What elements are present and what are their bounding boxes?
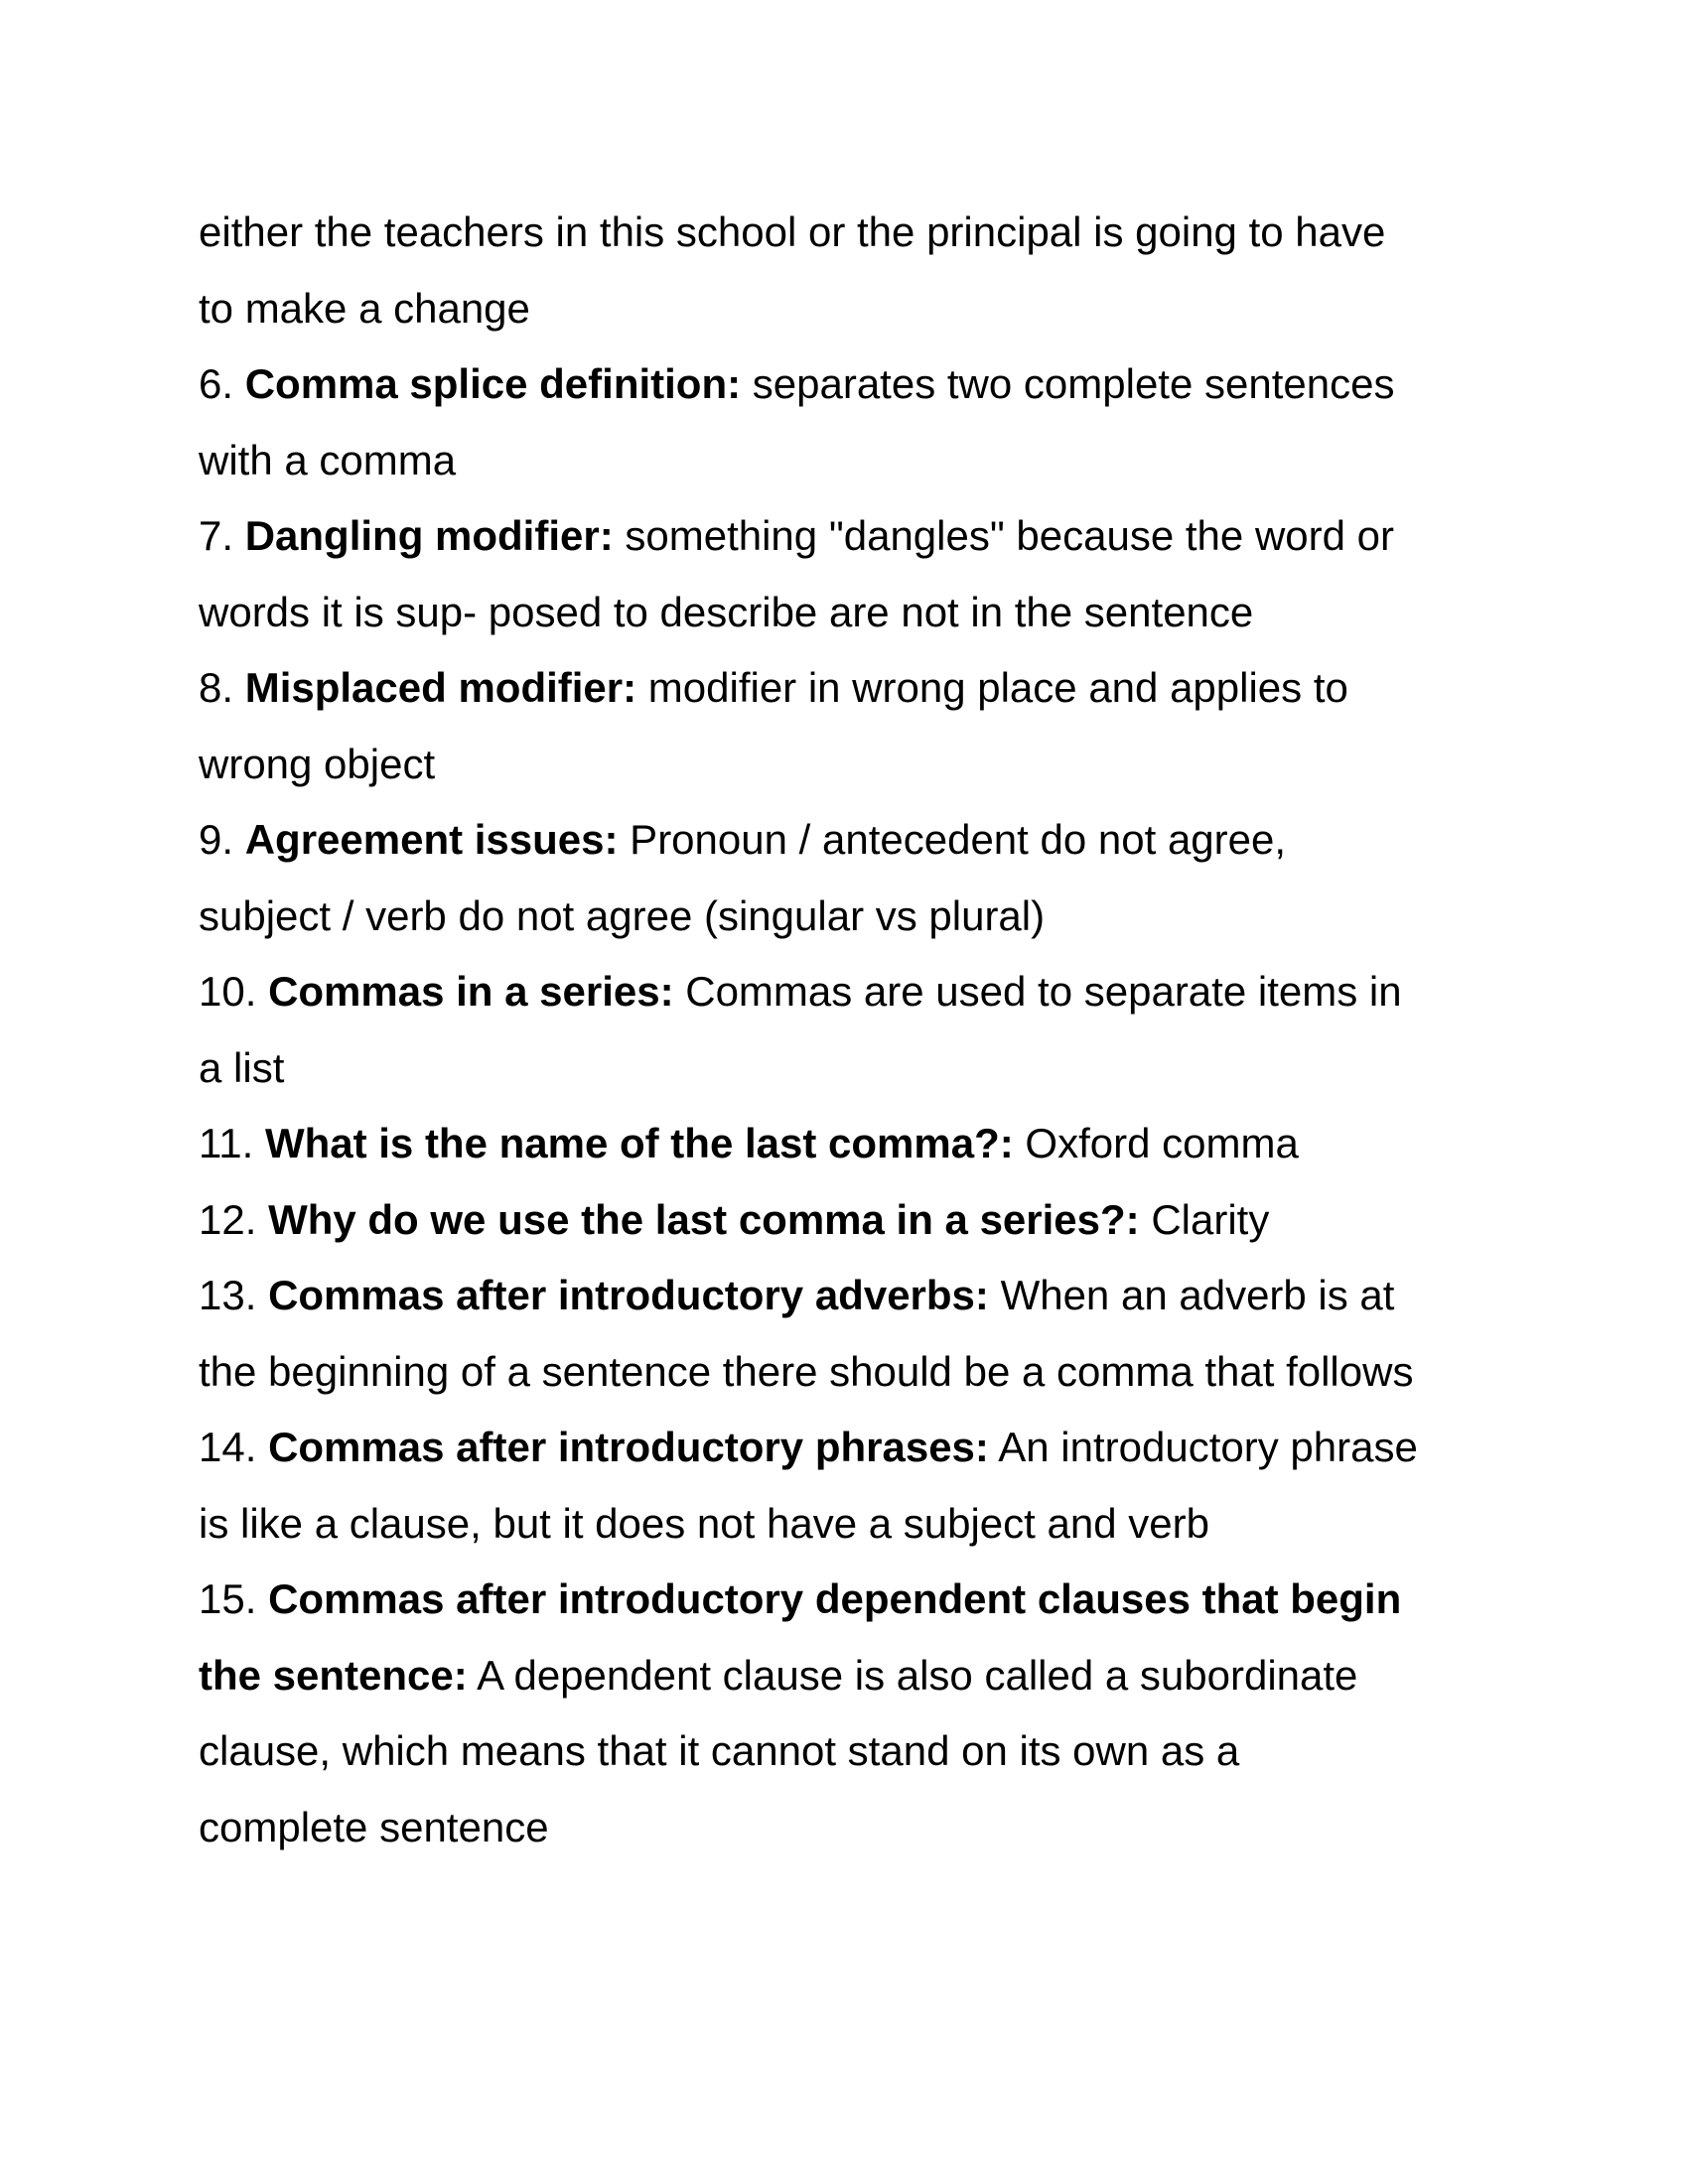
item-number: 11. xyxy=(199,1120,265,1166)
definition-text: with a comma xyxy=(199,436,457,483)
term-label: Why do we use the last comma in a series?: xyxy=(268,1195,1140,1243)
definition-text: something "dangles" because the word or xyxy=(613,512,1394,559)
text-line-3 xyxy=(199,346,1509,423)
text-line-11 xyxy=(199,954,1509,1030)
item-number: 9. xyxy=(199,816,245,863)
term-label: Misplaced modifier: xyxy=(244,664,637,711)
definition-text: When an adverb is at xyxy=(988,1272,1395,1318)
definition-text: separates two complete sentences xyxy=(741,360,1395,407)
term-label: Comma splice definition: xyxy=(244,360,742,407)
item-number: 15. xyxy=(199,1575,269,1622)
text-line-6 xyxy=(199,575,1509,651)
definition-text: An introductory phrase xyxy=(988,1424,1418,1470)
text-line-14 xyxy=(199,1182,1509,1259)
text-line-18 xyxy=(199,1486,1509,1563)
definition-text: complete sentence xyxy=(199,1803,549,1850)
text-line-22 xyxy=(199,1790,1509,1866)
item-number: 6. xyxy=(199,360,245,407)
text-line-7 xyxy=(199,650,1509,727)
item-number: 10. xyxy=(199,968,269,1015)
text-line-13 xyxy=(199,1106,1509,1182)
item-number: 13. xyxy=(199,1272,269,1318)
term-label: Agreement issues: xyxy=(244,816,619,863)
definition-text: Pronoun / antecedent do not agree, xyxy=(618,816,1287,863)
term-label: Commas after introductory phrases: xyxy=(268,1424,989,1470)
text-line-15 xyxy=(199,1258,1509,1334)
definition-text: A dependent clause is also called a subordinate xyxy=(467,1651,1358,1699)
definition-text: Commas are used to separate items in xyxy=(673,968,1402,1015)
text-line-4 xyxy=(199,423,1509,499)
text-line-9 xyxy=(199,802,1509,879)
definition-text: clause, which means that it cannot stand on its own as a xyxy=(199,1727,1240,1774)
definition-text: either the teachers in this school or the principal is going to have xyxy=(199,208,1386,255)
text-line-19 xyxy=(199,1562,1509,1638)
text-line-5 xyxy=(199,498,1509,575)
text-line-20 xyxy=(199,1638,1509,1714)
definition-text: modifier in wrong place and applies to xyxy=(636,664,1348,711)
term-label: the sentence: xyxy=(199,1651,468,1699)
definition-text: wrong object xyxy=(199,740,436,787)
definition-text: Oxford comma xyxy=(1013,1120,1299,1166)
definition-text: to make a change xyxy=(199,284,530,332)
document-page xyxy=(199,195,1509,1865)
text-line-10 xyxy=(199,879,1509,955)
definition-text: is like a clause, but it does not have a subject and verb xyxy=(199,1499,1209,1547)
term-label: Commas after introductory adverbs: xyxy=(268,1272,989,1318)
item-number: 7. xyxy=(199,512,245,559)
term-label: What is the name of the last comma?: xyxy=(264,1120,1014,1166)
definition-text: Clarity xyxy=(1139,1195,1270,1243)
text-line-16 xyxy=(199,1334,1509,1411)
definition-text: words it is sup- posed to describe are not in the sentence xyxy=(199,588,1254,635)
item-number: 14. xyxy=(199,1424,269,1470)
text-line-1 xyxy=(199,195,1509,271)
definition-text: subject / verb do not agree (singular vs plural) xyxy=(199,891,1046,939)
text-line-2 xyxy=(199,271,1509,347)
term-label: Dangling modifier: xyxy=(244,512,614,559)
definition-text: a list xyxy=(199,1043,285,1091)
text-line-12 xyxy=(199,1030,1509,1107)
item-number: 12. xyxy=(199,1195,269,1243)
term-label: Commas after introductory dependent clauses that begin xyxy=(268,1575,1402,1622)
text-line-17 xyxy=(199,1410,1509,1486)
definition-text: the beginning of a sentence there should be a comma that follows xyxy=(199,1347,1414,1395)
item-number: 8. xyxy=(199,664,245,711)
text-line-21 xyxy=(199,1713,1509,1790)
term-label: Commas in a series: xyxy=(268,968,674,1015)
text-line-8 xyxy=(199,727,1509,803)
